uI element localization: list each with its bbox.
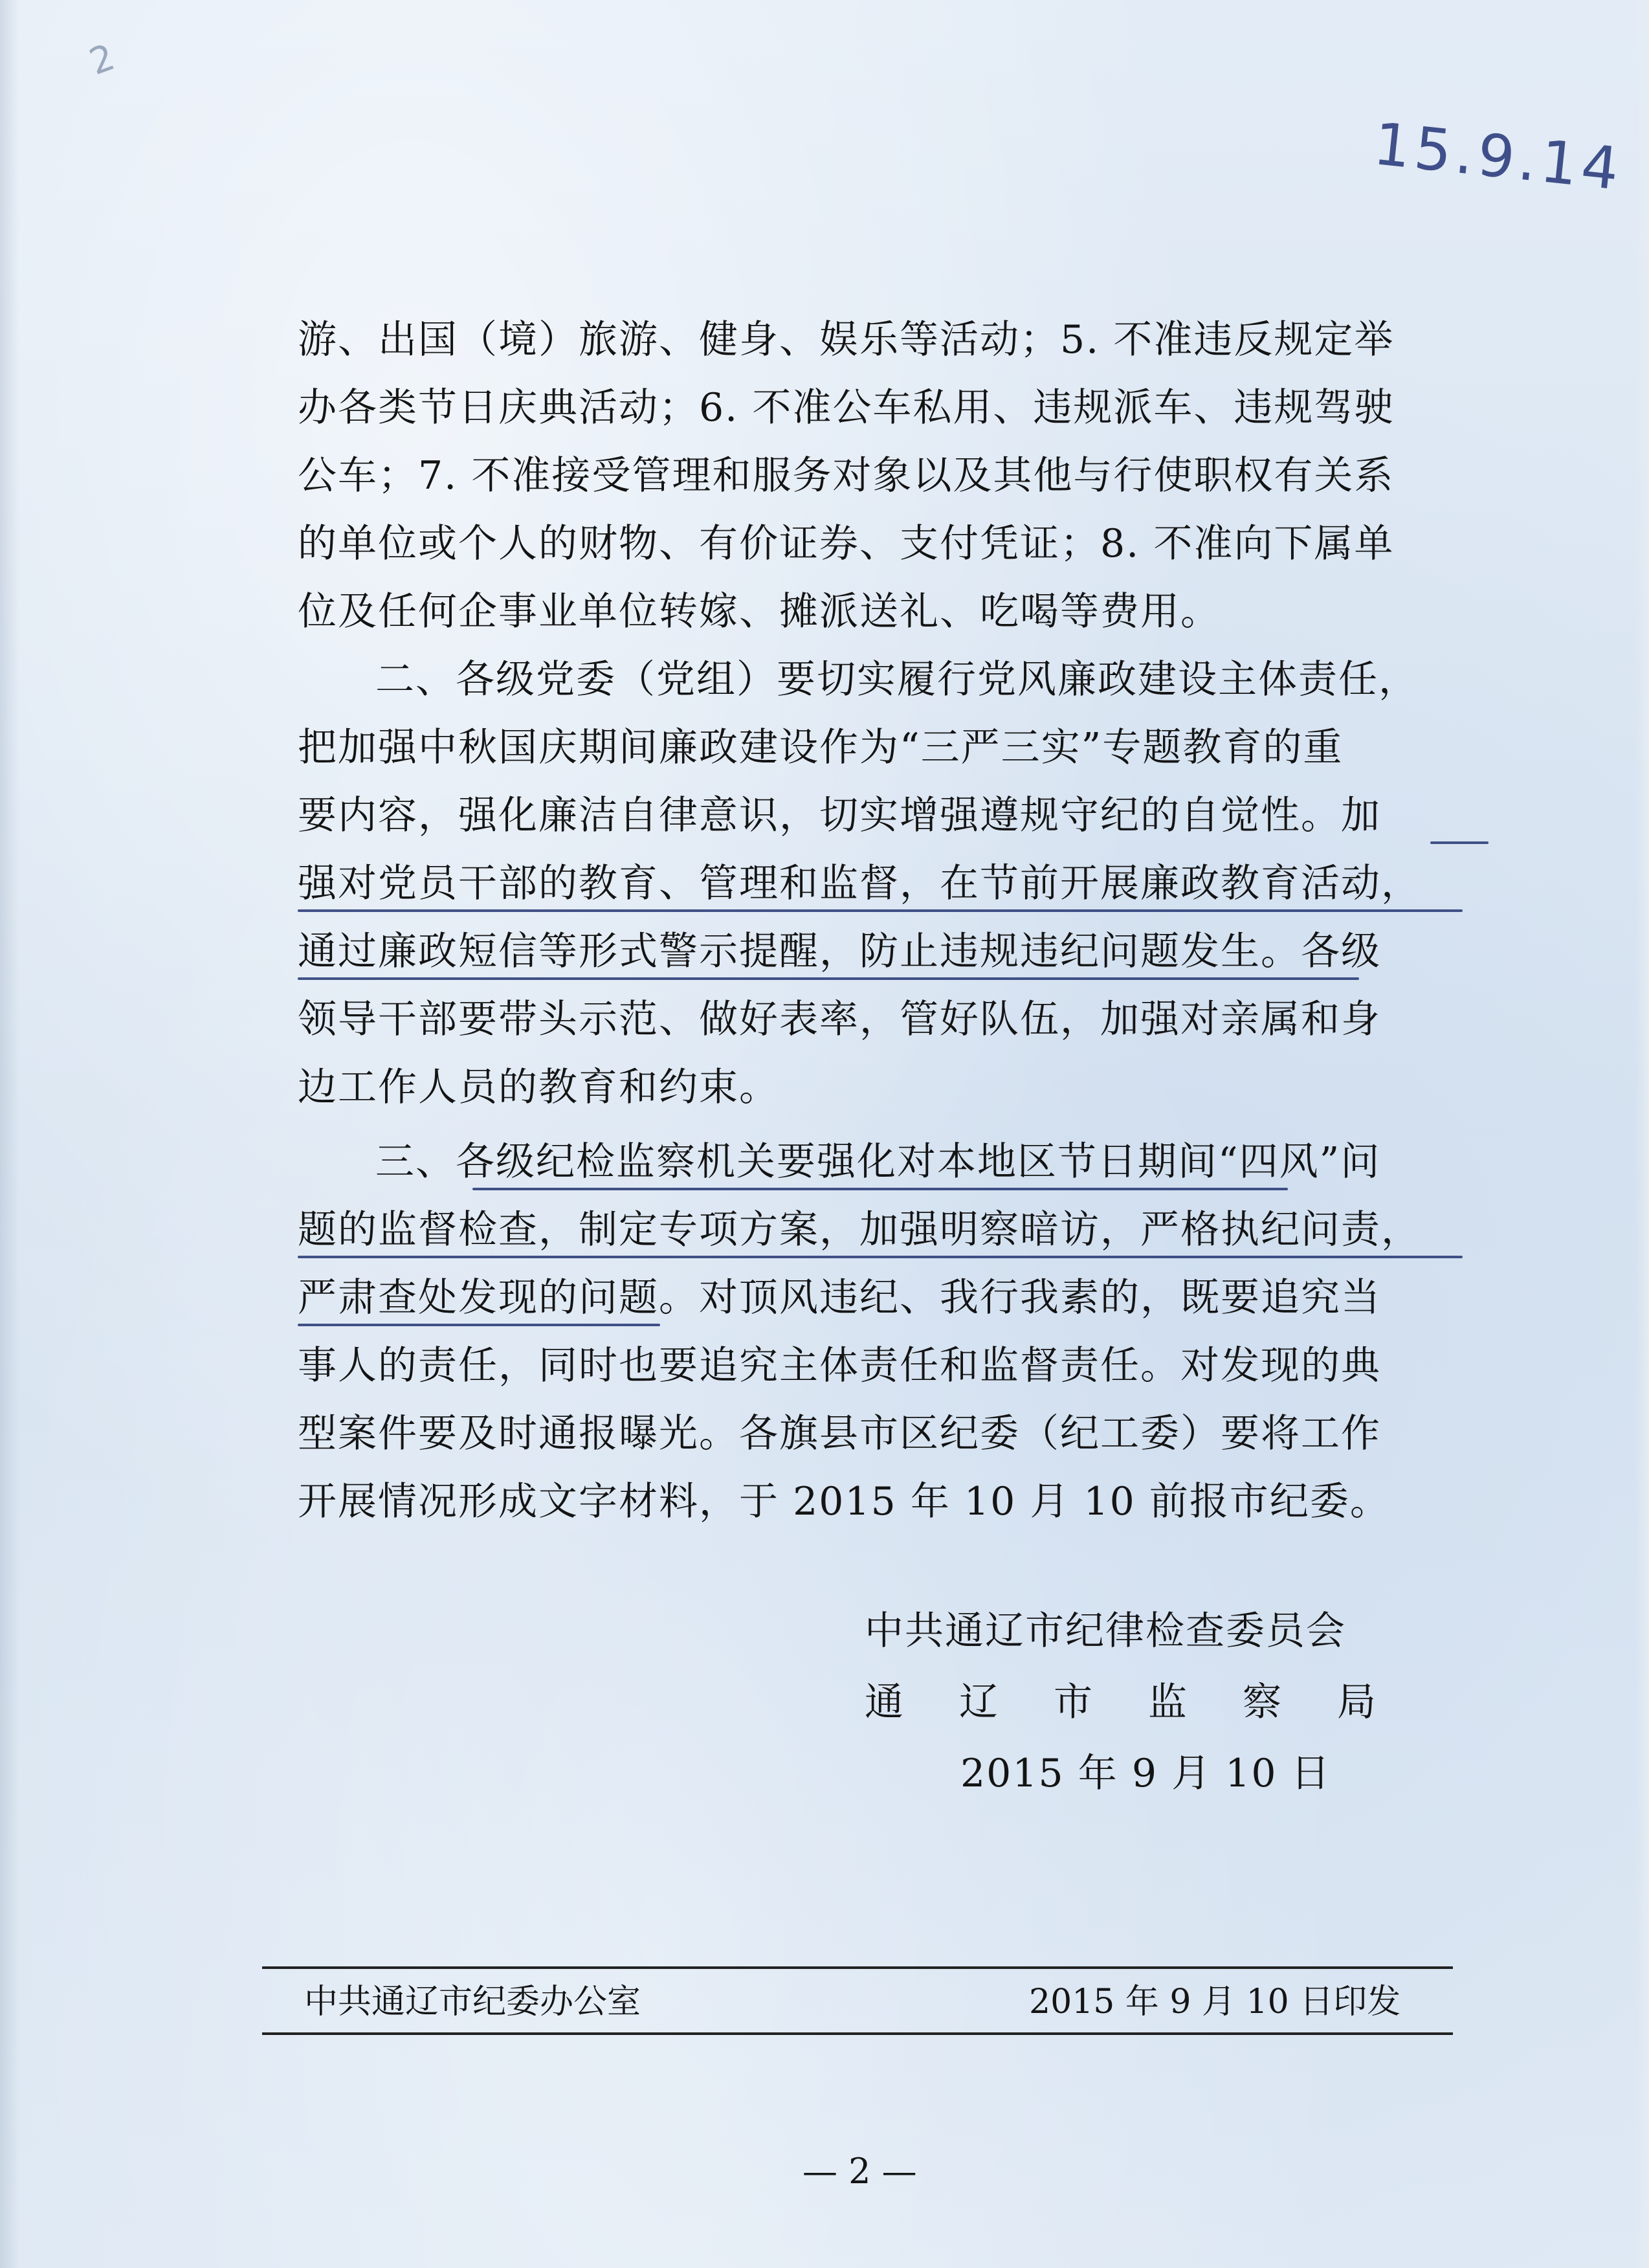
page-edge-shadow [0,0,19,2268]
pen-underline [298,909,1463,912]
pen-underline [298,1256,1463,1258]
body-line: 边工作人员的教育和约束。 [298,1065,779,1110]
body-line: 公车；7. 不准接受管理和服务对象以及其他与行使职权有关系 [298,453,1395,498]
footer-print-date: 2015 年 9 月 10 日印发 [1029,1983,1401,2021]
body-line: 办各类节日庆典活动；6. 不准公车私用、违规派车、违规驾驶 [298,385,1395,430]
body-line: 强对党员干部的教育、管理和监督，在节前开展廉政教育活动， [298,861,1421,906]
body-line: 事人的责任，同时也要追究主体责任和监督责任。对发现的典 [298,1343,1381,1388]
handwritten-note: 15.9.14 [1371,110,1626,204]
body-line: 要内容，强化廉洁自律意识，切实增强遵规守纪的自觉性。加 [298,793,1381,838]
footer-rule-bottom [262,2032,1453,2035]
body-line: 的单位或个人的财物、有价证券、支付凭证；8. 不准向下属单 [298,521,1395,566]
body-line: 位及任何企事业单位转嫁、摊派送礼、吃喝等费用。 [298,589,1221,634]
paragraph-3-start: 三、各级纪检监察机关要强化对本地区节日期间“四风”问 [375,1139,1381,1184]
body-line: 领导干部要带头示范、做好表率，管好队伍，加强对亲属和身 [298,997,1381,1042]
body-line: 严肃查处发现的问题。对顶风违纪、我行我素的，既要追究当 [298,1275,1381,1320]
pen-underline [298,1324,660,1326]
page-edge-highlight [1635,0,1649,2268]
pen-underline [1430,841,1489,844]
pen-underline [472,1188,1288,1190]
pen-underline [298,977,1359,980]
signature-date: 2015 年 9 月 10 日 [960,1751,1331,1796]
body-line: 游、出国（境）旅游、健身、娱乐等活动；5. 不准违反规定举 [298,317,1395,362]
corner-mark: 2 [83,36,120,84]
page-number: — 2 — [802,2151,917,2192]
body-line: 把加强中秋国庆期间廉政建设作为“三严三实”专题教育的重 [298,725,1344,770]
footer-issuer: 中共通辽市纪委办公室 [304,1983,641,2021]
body-line: 型案件要及时通报曝光。各旗县市区纪委（纪工委）要将工作 [298,1411,1381,1456]
signature-org-2: 通辽市监察局 [865,1680,1432,1725]
body-line: 通过廉政短信等形式警示提醒，防止违规违纪问题发生。各级 [298,929,1381,974]
signature-org-1: 中共通辽市纪律检查委员会 [865,1608,1346,1654]
paragraph-2-start: 二、各级党委（党组）要切实履行党风廉政建设主体责任， [375,657,1419,702]
body-line: 题的监督检查，制定专项方案，加强明察暗访，严格执纪问责， [298,1207,1421,1252]
body-line: 开展情况形成文字材料，于 2015 年 10 月 10 前报市纪委。 [298,1479,1390,1524]
footer-rule-top [262,1966,1453,1969]
